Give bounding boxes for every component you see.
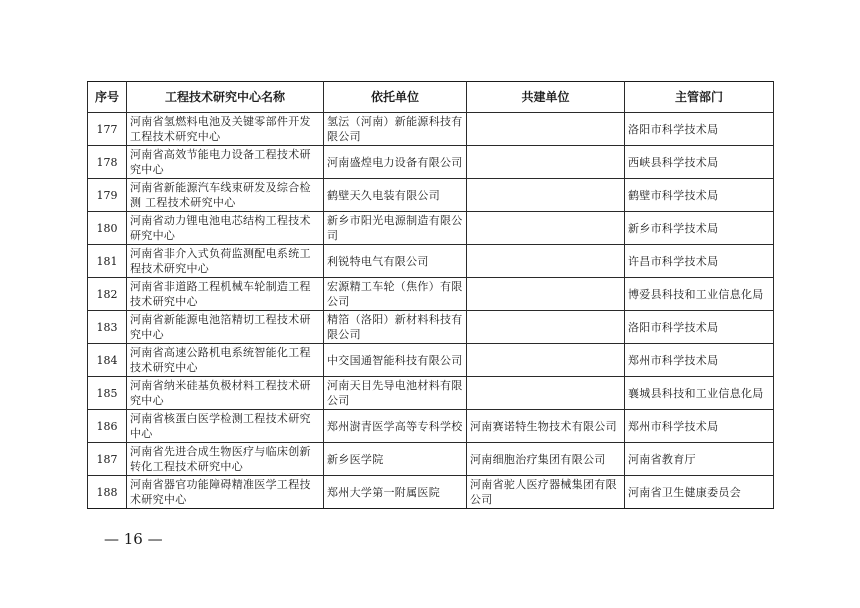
row-number: 178 (88, 146, 127, 179)
center-name: 河南省新能源电池箔精切工程技术研究中心 (127, 311, 324, 344)
row-number: 181 (88, 245, 127, 278)
host-unit: 郑州大学第一附属医院 (324, 476, 467, 509)
center-name: 河南省氢燃料电池及关键零部件开发工程技术研究中心 (127, 113, 324, 146)
supervising-dept: 河南省教育厅 (625, 443, 774, 476)
supervising-dept: 洛阳市科学技术局 (625, 311, 774, 344)
row-number: 185 (88, 377, 127, 410)
table-row (88, 212, 774, 245)
host-unit: 氢沄（河南）新能源科技有限公司 (324, 113, 467, 146)
row-number: 179 (88, 179, 127, 212)
co-unit (467, 245, 625, 278)
table-row (88, 113, 774, 146)
host-unit: 新乡医学院 (324, 443, 467, 476)
table-row (88, 377, 774, 410)
center-name: 河南省先进合成生物医疗与临床创新转化工程技术研究中心 (127, 443, 324, 476)
co-unit: 河南省驼人医疗器械集团有限公司 (467, 476, 625, 509)
co-unit (467, 344, 625, 377)
table-row (88, 146, 774, 179)
host-unit: 新乡市阳光电源制造有限公司 (324, 212, 467, 245)
header-no: 序号 (88, 82, 127, 113)
host-unit: 鹤壁天久电装有限公司 (324, 179, 467, 212)
center-name: 河南省纳米硅基负极材料工程技术研究中心 (127, 377, 324, 410)
supervising-dept: 郑州市科学技术局 (625, 410, 774, 443)
table-row (88, 476, 774, 509)
supervising-dept: 襄城县科技和工业信息化局 (625, 377, 774, 410)
table-row (88, 410, 774, 443)
co-unit (467, 212, 625, 245)
table-row (88, 344, 774, 377)
supervising-dept: 西峡县科学技术局 (625, 146, 774, 179)
host-unit: 中交国通智能科技有限公司 (324, 344, 467, 377)
supervising-dept: 许昌市科学技术局 (625, 245, 774, 278)
row-number: 186 (88, 410, 127, 443)
header-co: 共建单位 (467, 82, 625, 113)
center-name: 河南省高速公路机电系统智能化工程技术研究中心 (127, 344, 324, 377)
center-name: 河南省高效节能电力设备工程技术研究中心 (127, 146, 324, 179)
center-name: 河南省非道路工程机械车轮制造工程技术研究中心 (127, 278, 324, 311)
supervising-dept: 郑州市科学技术局 (625, 344, 774, 377)
center-name: 河南省新能源汽车线束研发及综合检测 工程技术研究中心 (127, 179, 324, 212)
host-unit: 河南盛煌电力设备有限公司 (324, 146, 467, 179)
table-row (88, 179, 774, 212)
row-number: 177 (88, 113, 127, 146)
supervising-dept: 洛阳市科学技术局 (625, 113, 774, 146)
co-unit (467, 146, 625, 179)
co-unit (467, 311, 625, 344)
table-row (88, 443, 774, 476)
table-row (88, 278, 774, 311)
host-unit: 郑州澍青医学高等专科学校 (324, 410, 467, 443)
row-number: 180 (88, 212, 127, 245)
co-unit (467, 113, 625, 146)
co-unit: 河南细胞治疗集团有限公司 (467, 443, 625, 476)
center-name: 河南省器官功能障碍精准医学工程技术研究中心 (127, 476, 324, 509)
host-unit: 利锐特电气有限公司 (324, 245, 467, 278)
row-number: 182 (88, 278, 127, 311)
research-center-table (87, 81, 774, 509)
header-host: 依托单位 (324, 82, 467, 113)
host-unit: 河南天目先导电池材料有限公司 (324, 377, 467, 410)
table-header-row (88, 82, 774, 113)
header-name: 工程技术研究中心名称 (127, 82, 324, 113)
supervising-dept: 新乡市科学技术局 (625, 212, 774, 245)
row-number: 183 (88, 311, 127, 344)
center-name: 河南省动力锂电池电芯结构工程技术研究中心 (127, 212, 324, 245)
co-unit: 河南赛诺特生物技术有限公司 (467, 410, 625, 443)
table-row (88, 311, 774, 344)
host-unit: 宏源精工车轮（焦作）有限公司 (324, 278, 467, 311)
co-unit (467, 179, 625, 212)
co-unit (467, 377, 625, 410)
supervising-dept: 河南省卫生健康委员会 (625, 476, 774, 509)
center-name: 河南省核蛋白医学检测工程技术研究中心 (127, 410, 324, 443)
row-number: 187 (88, 443, 127, 476)
supervising-dept: 鹤壁市科学技术局 (625, 179, 774, 212)
host-unit: 精箔（洛阳）新材料科技有限公司 (324, 311, 467, 344)
center-name: 河南省非介入式负荷监测配电系统工程技术研究中心 (127, 245, 324, 278)
co-unit (467, 278, 625, 311)
page-number: — 16 — (104, 530, 163, 548)
row-number: 188 (88, 476, 127, 509)
header-dept: 主管部门 (625, 82, 774, 113)
supervising-dept: 博爱县科技和工业信息化局 (625, 278, 774, 311)
table-row (88, 245, 774, 278)
row-number: 184 (88, 344, 127, 377)
